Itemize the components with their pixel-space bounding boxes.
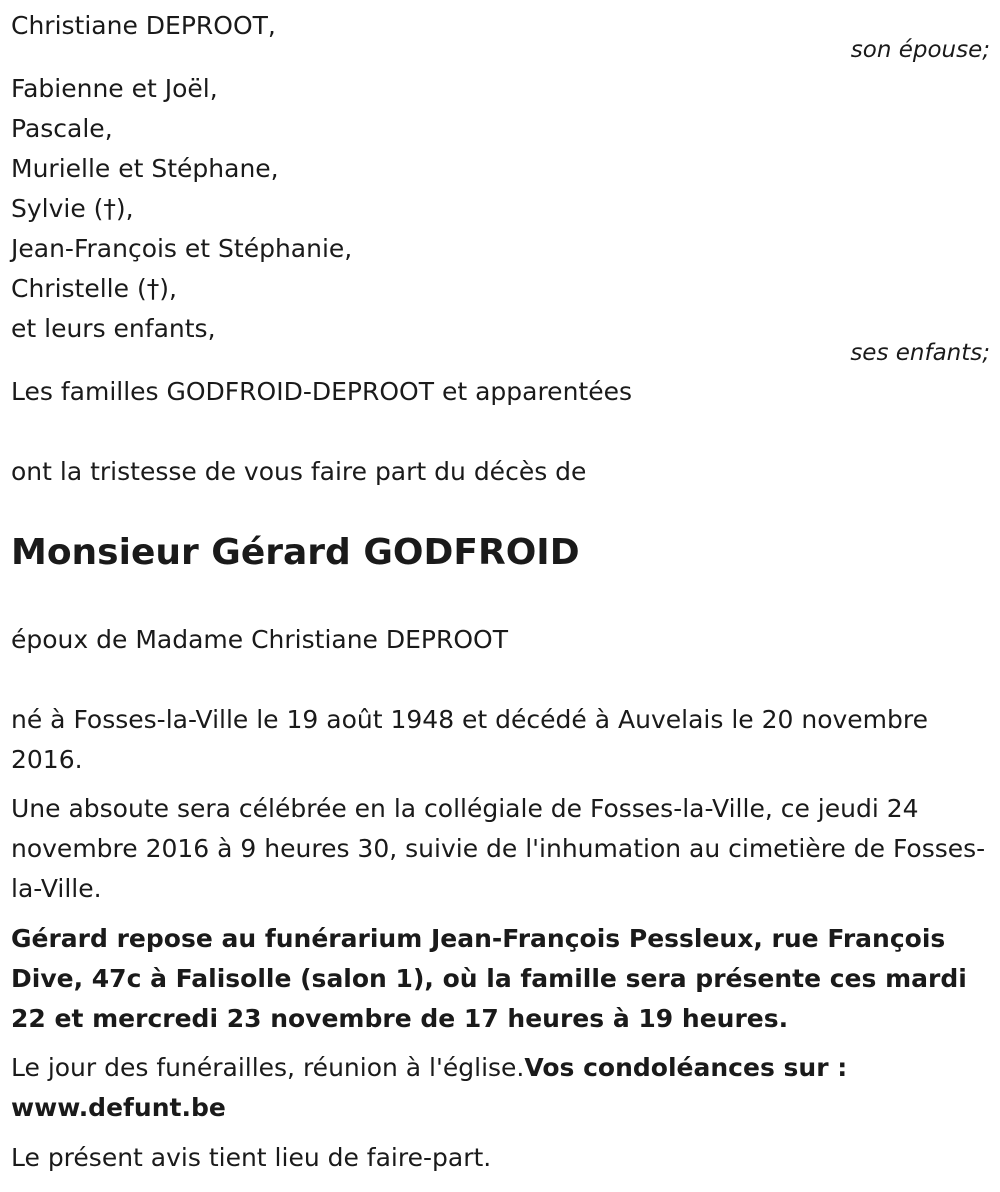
families-line: Les familles GODFROID-DEPROOT et apparentées: [11, 377, 632, 406]
grandchildren: et leurs enfants,: [11, 314, 216, 343]
spouse-name: Christiane DEPROOT,: [11, 11, 276, 40]
child-4: Sylvie (†),: [11, 194, 134, 223]
child-5: Jean-François et Stéphanie,: [11, 234, 353, 263]
funerarium-paragraph: Gérard repose au funérarium Jean-François Pessleux, rue François Dive, 47c à Falisolle (salon 1), où la famille sera présente ces mardi 22 et mercredi 23 novembre de 17 heures à 19 heures.: [11, 924, 967, 1033]
spouse-role: son épouse;: [850, 37, 990, 63]
child-6: Christelle (†),: [11, 274, 177, 303]
meeting-text: Le jour des funérailles, réunion à l'église.: [11, 1053, 525, 1082]
child-2: Pascale,: [11, 114, 113, 143]
condolences-site-link[interactable]: www.defunt.be: [11, 1093, 226, 1122]
birth-death-paragraph: né à Fosses-la-Ville le 19 août 1948 et décédé à Auvelais le 20 novembre 2016.: [11, 705, 929, 774]
child-3: Murielle et Stéphane,: [11, 154, 279, 183]
condolences-label: Vos condoléances sur :: [524, 1053, 848, 1082]
spouse-of: époux de Madame Christiane DEPROOT: [11, 625, 508, 654]
announcement-intro: ont la tristesse de vous faire part du décès de: [11, 457, 587, 486]
deceased-name: Monsieur Gérard GODFROID: [11, 532, 580, 573]
meeting-paragraph: [11, 1048, 986, 1128]
ceremony-paragraph: Une absoute sera célébrée en la collégiale de Fosses-la-Ville, ce jeudi 24 novembre 2016 à 9 heures 30, suivie de l'inhumation au cimetière de Fosses-la-Ville.: [11, 794, 986, 903]
children-role: ses enfants;: [850, 340, 990, 366]
child-1: Fabienne et Joël,: [11, 74, 218, 103]
notice-line: Le présent avis tient lieu de faire-part.: [11, 1143, 492, 1172]
